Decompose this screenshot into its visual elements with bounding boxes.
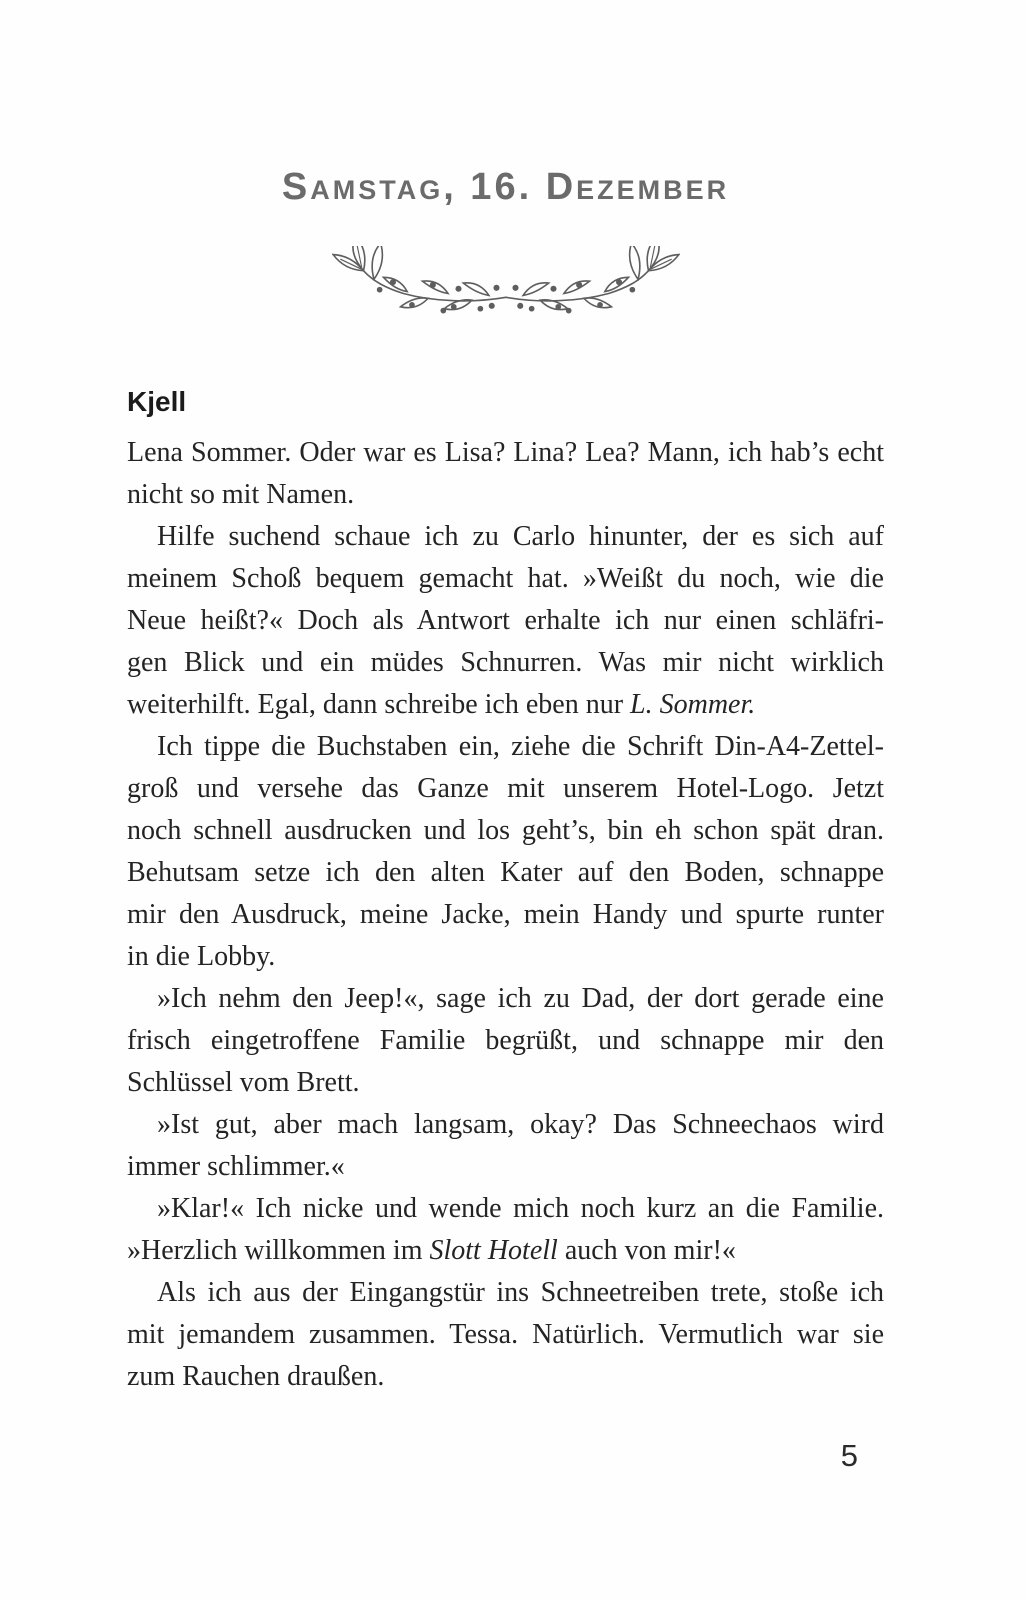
text-line: nicht so mit Namen. [127,479,355,510]
text-segment: weiterhilft. Egal, dann schreibe ich eben nur [127,689,631,720]
text-line: gen Blick und ein müdes Schnurren. Was mir nicht wirklich [127,647,884,678]
body-text [127,432,884,1398]
text-line: mir den Ausdruck, meine Jacke, mein Handy und spurte runter [127,899,884,930]
text-line: Als ich aus der Eingangstür ins Schneetreiben trete, stoße ich [157,1277,884,1308]
text-line: Lena Sommer. Oder war es Lisa? Lina? Lea? Mann, ich hab’s echt [127,437,884,468]
italic-text-segment: L. Sommer. [630,689,756,720]
text-line: »Ist gut, aber mach langsam, okay? Das Schneechaos wird [157,1109,884,1140]
text-segment: »Herzlich willkommen im [127,1235,430,1266]
text-line: noch schnell ausdrucken und los geht’s, bin eh schon spät dran. [127,815,884,846]
text-line: groß und versehe das Ganze mit unserem Hotel-Logo. Jetzt [127,773,884,804]
text-line: Ich tippe die Buchstaben ein, ziehe die Schrift Din-A4-Zettel- [157,731,884,762]
text-line: Hilfe suchend schaue ich zu Carlo hinunter, der es sich auf [157,521,884,552]
italic-text-segment: Slott Hotell [429,1235,558,1266]
text-line [127,1230,884,1272]
text-line: Neue heißt?« Doch als Antwort erhalte ich nur einen schläfri- [127,605,884,636]
text-line: »Klar!« Ich nicke und wende mich noch kurz an die Familie. [157,1193,884,1224]
text-line: mit jemandem zusammen. Tessa. Natürlich. Vermutlich war sie [127,1319,884,1350]
text-block [127,0,884,1600]
chapter-title: Samstag, 16. Dezember [281,166,730,208]
text-line: Behutsam setze ich den alten Kater auf den Boden, schnappe [127,857,884,888]
text-segment: auch von mir!« [557,1235,736,1266]
text-line: frisch eingetroffene Familie begrüßt, und schnappe mir den [127,1025,884,1056]
text-line: Schlüssel vom Brett. [127,1067,360,1098]
text-line: immer schlimmer.« [127,1151,345,1182]
text-line: »Ich nehm den Jeep!«, sage ich zu Dad, der dort gerade eine [157,983,884,1014]
floral-divider-ornament [332,246,680,322]
text-line [127,684,884,726]
text-line: zum Rauchen draußen. [127,1361,385,1392]
page-number: 5 [840,1438,858,1473]
section-heading: Kjell [127,386,187,417]
text-line: meinem Schoß bequem gemacht hat. »Weißt du noch, wie die [127,563,884,594]
text-line: in die Lobby. [127,941,276,972]
